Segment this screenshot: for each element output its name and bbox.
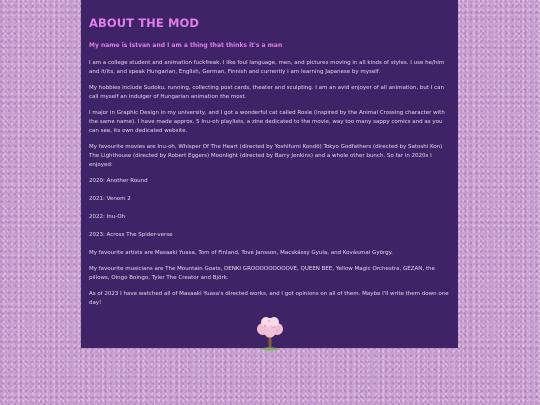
year-item-2021: 2021: Venom 2: [89, 196, 131, 202]
about-panel: [81, 0, 458, 348]
movies-paragraph: My favourite movies are Inu-oh, Whisper Of The Heart (directed by Yoshifumi Kondō) Tokyo Godfathers (directed by Satoshi Kon) The Lighthouse (directed by Robert Eggers) Moonlight (directed by Barry Jenkins) and a whole other bunch. So far in 2020s I enjoyed:: [89, 144, 443, 168]
hobbies-paragraph: My hobbies include Sudoku, running, collecting post cards, theater and sculpting. I am an avid enjoyer of all animation, but I can call myself an indulger of Hungarian animation the most.: [89, 85, 444, 100]
page-subtitle: My name is Istvan and I am a thing that thinks it's a man: [89, 42, 283, 49]
page-title: ABOUT THE MOD: [89, 16, 200, 30]
intro-paragraph: I am a college student and animation fuckfreak. I like foul language, men, and pictures moving in all kinds of styles. I use he/him and it/its, and speak Hungarian, English, German, Finnish and currently I am learning Japanese by myself.: [89, 60, 445, 75]
artists-paragraph: My favourite artists are Masaaki Yuasa, Tom of Finland, Tove Jansson, Macskássy Gyula, and Kovásznai György.: [89, 250, 393, 256]
university-paragraph: I major in Graphic Design in my university, and I got a wonderful cat called Rosie (inspired by the Animal Crossing character with the same name). I have made approx. 5 Inu-oh playlists, a zine dedicated to the movie, way too many sappy comics and as you can see, its own dedicated website.: [89, 110, 445, 134]
year-item-2023: 2023: Across The Spider-verse: [89, 232, 173, 238]
blossom-tree-icon: [252, 315, 288, 351]
closing-paragraph: As of 2023 I have watched all of Masaaki Yuasa's directed works, and I got opinions on all of them. Maybe I'll write them down one day!: [89, 291, 449, 306]
year-item-2022: 2022: Inu-Oh: [89, 214, 126, 220]
musicians-paragraph: My favourite musicians are The Mountain Goats, DENKI GROOOOOOOOOVE, QUEEN BEE, Yellow Magic Orchestra, GEZAN, the pillows, Oingo Boingo, Tyler The Creator and Björk.: [89, 266, 435, 281]
year-item-2020: 2020: Another Round: [89, 178, 148, 184]
